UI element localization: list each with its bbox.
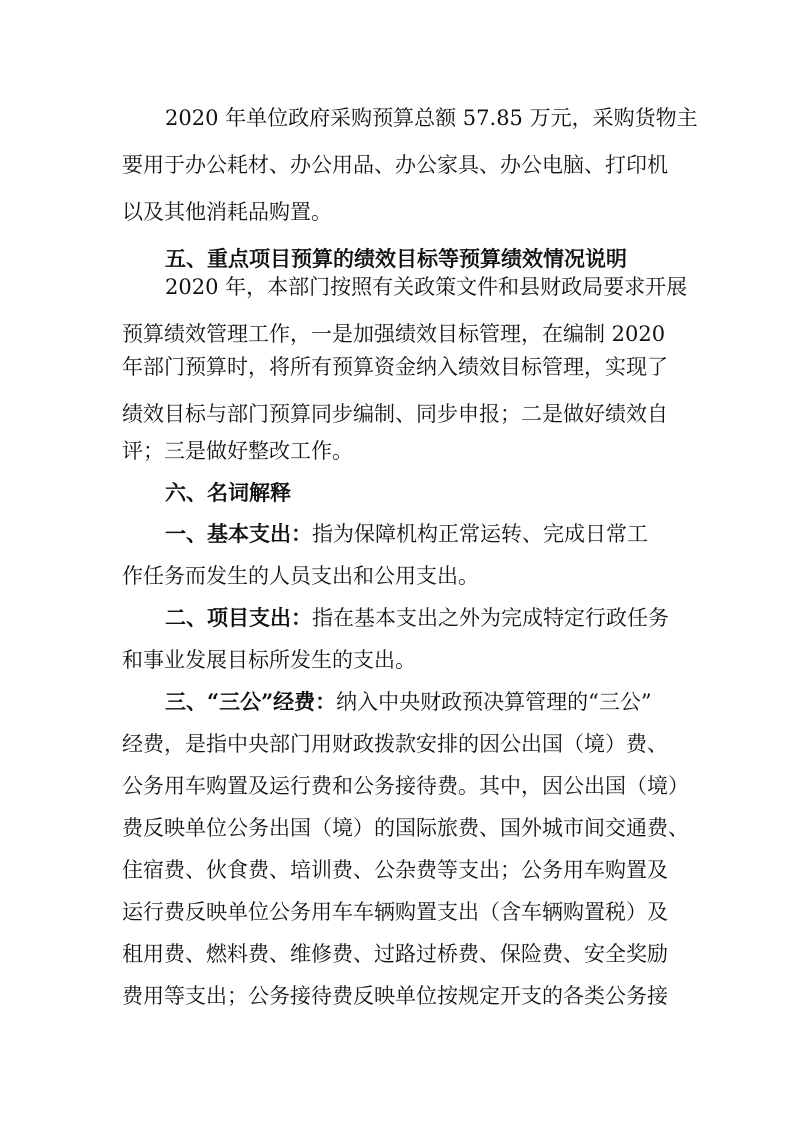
definition-line [165,519,648,549]
definition-text: 住宿费、伙食费、培训费、公杂费等支出；公务用车购置及 [122,858,668,882]
paragraph-line [122,150,668,180]
paragraph-text: 预算绩效管理工作，一是加强绩效目标管理，在编制 2020 [122,322,666,346]
paragraph-text: 年部门预算时，将所有预算资金纳入绩效目标管理，实现了 [122,355,668,379]
paragraph-line [122,399,668,429]
definition-text: 租用费、燃料费、维修费、过路过桥费、保险费、安全奖励 [122,942,668,966]
definition-text: 经费，是指中央部门用财政拨款安排的因公出国（境）费、 [122,732,668,756]
definition-term: 三、“三公”经费： [165,689,337,714]
definition-text: 指为保障机构正常运转、完成日常工 [312,522,648,546]
section-heading-text: 五、重点项目预算的绩效目标等预算绩效情况说明 [165,246,627,271]
definition-text: 作任务而发生的人员支出和公用支出。 [122,564,479,588]
definition-line [122,561,479,591]
definition-line [122,855,668,885]
paragraph-line [165,272,687,302]
definition-term: 一、基本支出： [165,521,312,546]
section-heading [165,244,627,274]
paragraph-line [165,103,698,133]
definition-term: 二、项目支出： [165,605,312,630]
definition-line [122,939,668,969]
definition-text: 费用等支出；公务接待费反映单位按规定开支的各类公务接 [122,984,668,1008]
paragraph-text: 2020 年单位政府采购预算总额 57.85 万元，采购货物主 [165,106,698,130]
definition-text: 运行费反映单位公务用车车辆购置支出（含车辆购置税）及 [122,900,668,924]
paragraph-line [122,436,353,466]
section-heading [165,478,291,508]
definition-text: 费反映单位公务出国（境）的国际旅费、国外城市间交通费、 [122,816,689,840]
definition-text: 指在基本支出之外为完成特定行政任务 [312,606,669,630]
definition-line [122,645,416,675]
definition-line [122,813,689,843]
definition-text: 和事业发展目标所发生的支出。 [122,648,416,672]
definition-line [165,687,652,717]
definition-text: 公务用车购置及运行费和公务接待费。其中，因公出国（境） [122,774,689,798]
paragraph-text: 2020 年，本部门按照有关政策文件和县财政局要求开展 [165,275,688,299]
definition-line [122,981,668,1011]
definition-line [165,603,669,633]
paragraph-line [122,352,668,382]
definition-line [122,729,668,759]
paragraph-text: 以及其他消耗品购置。 [122,200,332,224]
paragraph-text: 要用于办公耗材、办公用品、办公家具、办公电脑、打印机 [122,153,668,177]
definition-line [122,771,689,801]
paragraph-text: 评；三是做好整改工作。 [122,439,353,463]
paragraph-text: 绩效目标与部门预算同步编制、同步申报；二是做好绩效自 [122,402,668,426]
definition-text: 纳入中央财政预决算管理的“三公” [336,690,652,714]
section-heading-text: 六、名词解释 [165,480,291,505]
paragraph-line [122,319,665,349]
paragraph-line [122,197,332,227]
definition-line [122,897,668,927]
